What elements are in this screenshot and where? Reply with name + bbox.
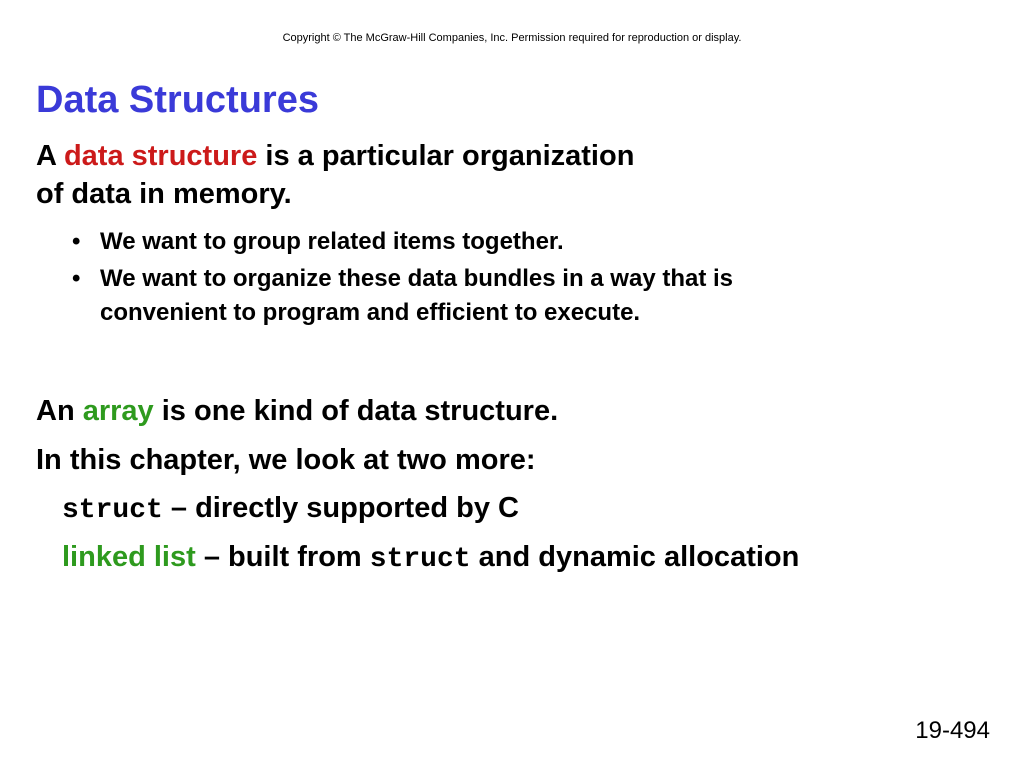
bullet-item	[72, 262, 733, 330]
chapter-paragraph: In this chapter, we look at two more:	[36, 444, 536, 476]
linked-list-line	[62, 538, 799, 579]
term-array: array	[82, 395, 154, 427]
array-post: is one kind of data structure.	[153, 395, 559, 427]
code-struct-inline: struct	[369, 544, 471, 575]
code-struct: struct	[62, 495, 163, 526]
linked-list-mid: – built from	[195, 541, 370, 573]
struct-line	[62, 489, 519, 530]
bullet-text-line1: We want to organize these data bundles in a way that is	[100, 265, 734, 292]
intro-article: A	[36, 140, 64, 172]
bullet-marker: •	[72, 228, 81, 255]
bullet-text-line2: convenient to program and efficient to execute.	[100, 299, 641, 326]
array-paragraph	[36, 392, 558, 430]
linked-list-rest: and dynamic allocation	[470, 541, 800, 573]
struct-description: – directly supported by C	[162, 492, 519, 524]
term-data-structure: data structure	[63, 140, 258, 172]
slide-title: Data Structures	[36, 79, 319, 121]
intro-rest-line2: of data in memory.	[36, 178, 292, 210]
intro-paragraph	[36, 137, 634, 213]
array-pre: An	[36, 395, 83, 427]
bullet-item	[72, 225, 733, 259]
term-linked-list: linked list	[62, 541, 196, 573]
intro-rest-line1: is a particular organization	[257, 140, 635, 172]
bullet-list	[72, 225, 733, 333]
page-number: 19-494	[915, 717, 990, 744]
copyright-notice: Copyright © The McGraw-Hill Companies, Inc. Permission required for reproduction or display.	[282, 32, 742, 44]
bullet-marker: •	[72, 265, 81, 292]
bullet-text-line1: We want to group related items together.	[100, 228, 564, 255]
